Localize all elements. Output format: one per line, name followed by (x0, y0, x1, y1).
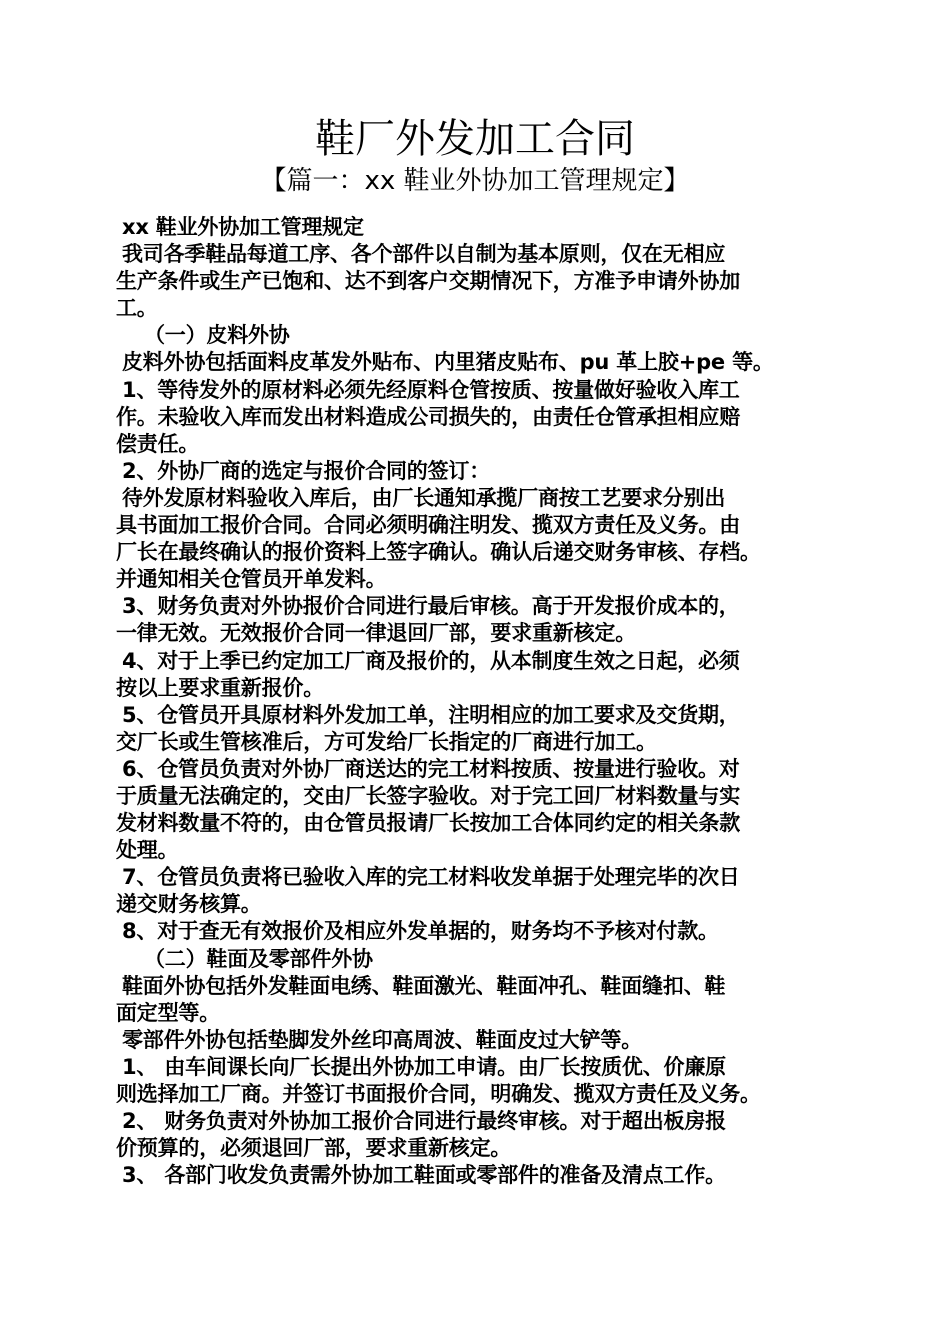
paragraph (116, 1027, 846, 1054)
text-line: 按以上要求重新报价。 (116, 675, 324, 700)
paragraph (116, 702, 846, 756)
text-line: 递交财务核算。 (116, 892, 262, 917)
text-line: 4、对于上季已约定加工厂商及报价的，从本制度生效之日起，必须 (122, 648, 740, 673)
paragraph (116, 458, 846, 485)
paragraph (116, 322, 846, 349)
text-line: 厂长在最终确认的报价资料上签字确认。确认后递交财务审核、存档。 (116, 540, 761, 565)
text-line: 7、仓管员负责将已验收入库的完工材料收发单据于处理完毕的次日 (122, 865, 740, 890)
text-line: （二）鞋面及零部件外协 (144, 946, 373, 971)
paragraph (116, 349, 846, 376)
text-line: 零部件外协包括垫脚发外丝印高周波、鞋面皮过大铲等。 (122, 1027, 642, 1052)
text-line: 5、仓管员开具原材料外发加工单，注明相应的加工要求及交货期， (122, 702, 740, 727)
paragraph (116, 214, 846, 241)
paragraph (116, 1108, 846, 1162)
text-line: 具书面加工报价合同。合同必须明确注明发、揽双方责任及义务。由 (116, 513, 740, 538)
text-line: 皮料外协包括面料皮革发外贴布、内里猪皮贴布、pu 革上胶+pe 等。 (122, 350, 774, 375)
text-line: 2、外协厂商的选定与报价合同的签订： (122, 458, 491, 483)
paragraph (116, 756, 846, 864)
text-line: 3、 各部门收发负责需外协加工鞋面或零部件的准备及清点工作。 (122, 1163, 726, 1188)
paragraph (116, 377, 846, 458)
text-line: 则选择加工厂商。并签订书面报价合同，明确发、揽双方责任及义务。 (116, 1082, 761, 1106)
text-line: 待外发原材料验收入库后，由厂长通知承揽厂商按工艺要求分别出 (122, 485, 726, 510)
text-line: 6、仓管员负责对外协厂商送达的完工材料按质、按量进行验收。对 (122, 756, 740, 781)
paragraph (116, 241, 846, 322)
paragraph (116, 973, 846, 1027)
text-line: 鞋面外协包括外发鞋面电绣、鞋面激光、鞋面冲孔、鞋面缝扣、鞋 (122, 973, 726, 998)
text-line: 2、 财务负责对外协加工报价合同进行最终审核。对于超出板房报 (122, 1109, 726, 1134)
text-line: 处理。 (116, 838, 179, 863)
text-line: 3、财务负责对外协报价合同进行最后审核。高于开发报价成本的， (122, 594, 740, 619)
paragraph (116, 1054, 846, 1108)
text-line: 我司各季鞋品每道工序、各个部件以自制为基本原则，仅在无相应 (122, 242, 726, 267)
text-line: 面定型等。 (116, 1000, 220, 1025)
text-line: 价预算的，必须退回厂部，要求重新核定。 (116, 1136, 512, 1161)
text-line: 并通知相关仓管员开单发料。 (116, 567, 387, 592)
document-body (116, 214, 846, 1189)
paragraph (116, 864, 846, 918)
paragraph (116, 485, 846, 593)
paragraph (116, 1162, 846, 1189)
text-line: 生产条件或生产已饱和、达不到客户交期情况下，方准予申请外协加 (116, 269, 740, 294)
paragraph (116, 946, 846, 973)
text-line: 发材料数量不符的，由仓管员报请厂长按加工合体同约定的相关条款 (116, 811, 740, 836)
text-line: 工。 (116, 296, 158, 321)
text-line: 1、 由车间课长向厂长提出外协加工申请。由厂长按质优、价廉原 (122, 1054, 726, 1079)
document-title: 鞋厂外发加工合同 (315, 116, 635, 162)
text-line: 1、等待发外的原材料必须先经原料仓管按质、按量做好验收入库工 (122, 377, 740, 402)
text-line: 偿责任。 (116, 431, 200, 456)
paragraph (116, 918, 846, 945)
document-subtitle: 【篇一：xx 鞋业外协加工管理规定】 (260, 166, 690, 196)
text-line: 于质量无法确定的，交由厂长签字验收。对于完工回厂材料数量与实 (116, 783, 740, 808)
paragraph (116, 648, 846, 702)
text-line: xx 鞋业外协加工管理规定 (122, 215, 364, 239)
text-line: 作。未验收入库而发出材料造成公司损失的，由责任仓管承担相应赔 (116, 404, 740, 429)
paragraph (116, 593, 846, 647)
text-line: 一律无效。无效报价合同一律退回厂部，要求重新核定。 (116, 621, 636, 646)
text-line: （一）皮料外协 (144, 323, 290, 348)
text-line: 8、对于查无有效报价及相应外发单据的，财务均不予核对付款。 (122, 919, 719, 944)
text-line: 交厂长或生管核准后，方可发给厂长指定的厂商进行加工。 (116, 729, 657, 754)
